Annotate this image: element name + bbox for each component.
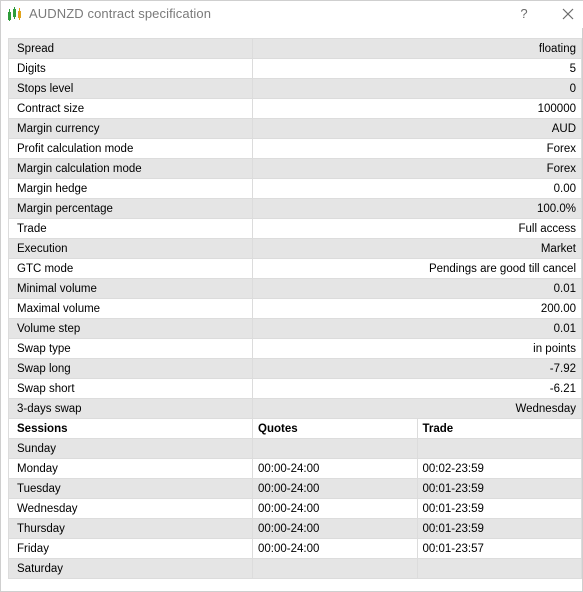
session-day: Saturday [9, 559, 253, 579]
session-quotes [253, 439, 418, 459]
window-title: AUDNZD contract specification [29, 6, 212, 21]
spec-label: 3-days swap [9, 399, 253, 419]
spec-value: 100000 [253, 99, 582, 119]
session-row [9, 459, 582, 479]
spec-row [9, 319, 582, 339]
session-trade: 00:02-23:59 [417, 459, 582, 479]
spec-value: 0 [253, 79, 582, 99]
close-icon[interactable] [557, 3, 579, 25]
spec-label: Minimal volume [9, 279, 253, 299]
spec-value: -6.21 [253, 379, 582, 399]
spec-row [9, 359, 582, 379]
spec-row [9, 59, 582, 79]
session-trade: 00:01-23:59 [417, 479, 582, 499]
spec-label: Swap long [9, 359, 253, 379]
quotes-header: Quotes [253, 419, 418, 439]
spec-row [9, 119, 582, 139]
session-row [9, 499, 582, 519]
spec-row [9, 99, 582, 119]
spec-row [9, 219, 582, 239]
sessions-header-row [9, 419, 582, 439]
spec-value: Forex [253, 139, 582, 159]
spec-value: Pendings are good till cancel [253, 259, 582, 279]
spec-label: Digits [9, 59, 253, 79]
session-trade: 00:01-23:59 [417, 519, 582, 539]
spec-value: 0.01 [253, 319, 582, 339]
spec-label: Execution [9, 239, 253, 259]
session-row [9, 559, 582, 579]
spec-row [9, 199, 582, 219]
spec-row [9, 139, 582, 159]
spec-row [9, 379, 582, 399]
spec-row [9, 299, 582, 319]
spec-label: Profit calculation mode [9, 139, 253, 159]
session-quotes: 00:00-24:00 [253, 539, 418, 559]
spec-row [9, 399, 582, 419]
spec-label: GTC mode [9, 259, 253, 279]
spec-label: Spread [9, 39, 253, 59]
session-trade: 00:01-23:57 [417, 539, 582, 559]
session-trade [417, 559, 582, 579]
session-quotes: 00:00-24:00 [253, 479, 418, 499]
spec-value: AUD [253, 119, 582, 139]
session-day: Tuesday [9, 479, 253, 499]
spec-label: Margin percentage [9, 199, 253, 219]
session-day: Friday [9, 539, 253, 559]
session-row [9, 439, 582, 459]
spec-value: Forex [253, 159, 582, 179]
spec-label: Maximal volume [9, 299, 253, 319]
spec-row [9, 239, 582, 259]
spec-value: 5 [253, 59, 582, 79]
session-day: Thursday [9, 519, 253, 539]
spec-row [9, 259, 582, 279]
spec-value: Market [253, 239, 582, 259]
spec-label: Swap type [9, 339, 253, 359]
spec-label: Margin calculation mode [9, 159, 253, 179]
session-trade [417, 439, 582, 459]
session-quotes: 00:00-24:00 [253, 459, 418, 479]
spec-value: -7.92 [253, 359, 582, 379]
spec-value: floating [253, 39, 582, 59]
app-icon [7, 6, 23, 22]
spec-value: Wednesday [253, 399, 582, 419]
session-day: Sunday [9, 439, 253, 459]
session-day: Wednesday [9, 499, 253, 519]
sessions-header: Sessions [9, 419, 253, 439]
session-row [9, 479, 582, 499]
spec-row [9, 39, 582, 59]
spec-label: Volume step [9, 319, 253, 339]
spec-row [9, 79, 582, 99]
spec-label: Margin hedge [9, 179, 253, 199]
title-bar [1, 1, 583, 28]
spec-value: 200.00 [253, 299, 582, 319]
spec-label: Swap short [9, 379, 253, 399]
spec-row [9, 159, 582, 179]
session-row [9, 519, 582, 539]
spec-row [9, 339, 582, 359]
spec-row [9, 279, 582, 299]
spec-label: Contract size [9, 99, 253, 119]
contract-spec-table [8, 38, 582, 579]
spec-value: in points [253, 339, 582, 359]
session-day: Monday [9, 459, 253, 479]
spec-value: Full access [253, 219, 582, 239]
spec-label: Stops level [9, 79, 253, 99]
trade-header: Trade [417, 419, 582, 439]
spec-value: 0.00 [253, 179, 582, 199]
spec-value: 100.0% [253, 199, 582, 219]
session-quotes: 00:00-24:00 [253, 519, 418, 539]
session-row [9, 539, 582, 559]
spec-label: Margin currency [9, 119, 253, 139]
help-button[interactable]: ? [520, 6, 528, 21]
spec-label: Trade [9, 219, 253, 239]
session-quotes [253, 559, 418, 579]
spec-row [9, 179, 582, 199]
session-trade: 00:01-23:59 [417, 499, 582, 519]
spec-value: 0.01 [253, 279, 582, 299]
session-quotes: 00:00-24:00 [253, 499, 418, 519]
